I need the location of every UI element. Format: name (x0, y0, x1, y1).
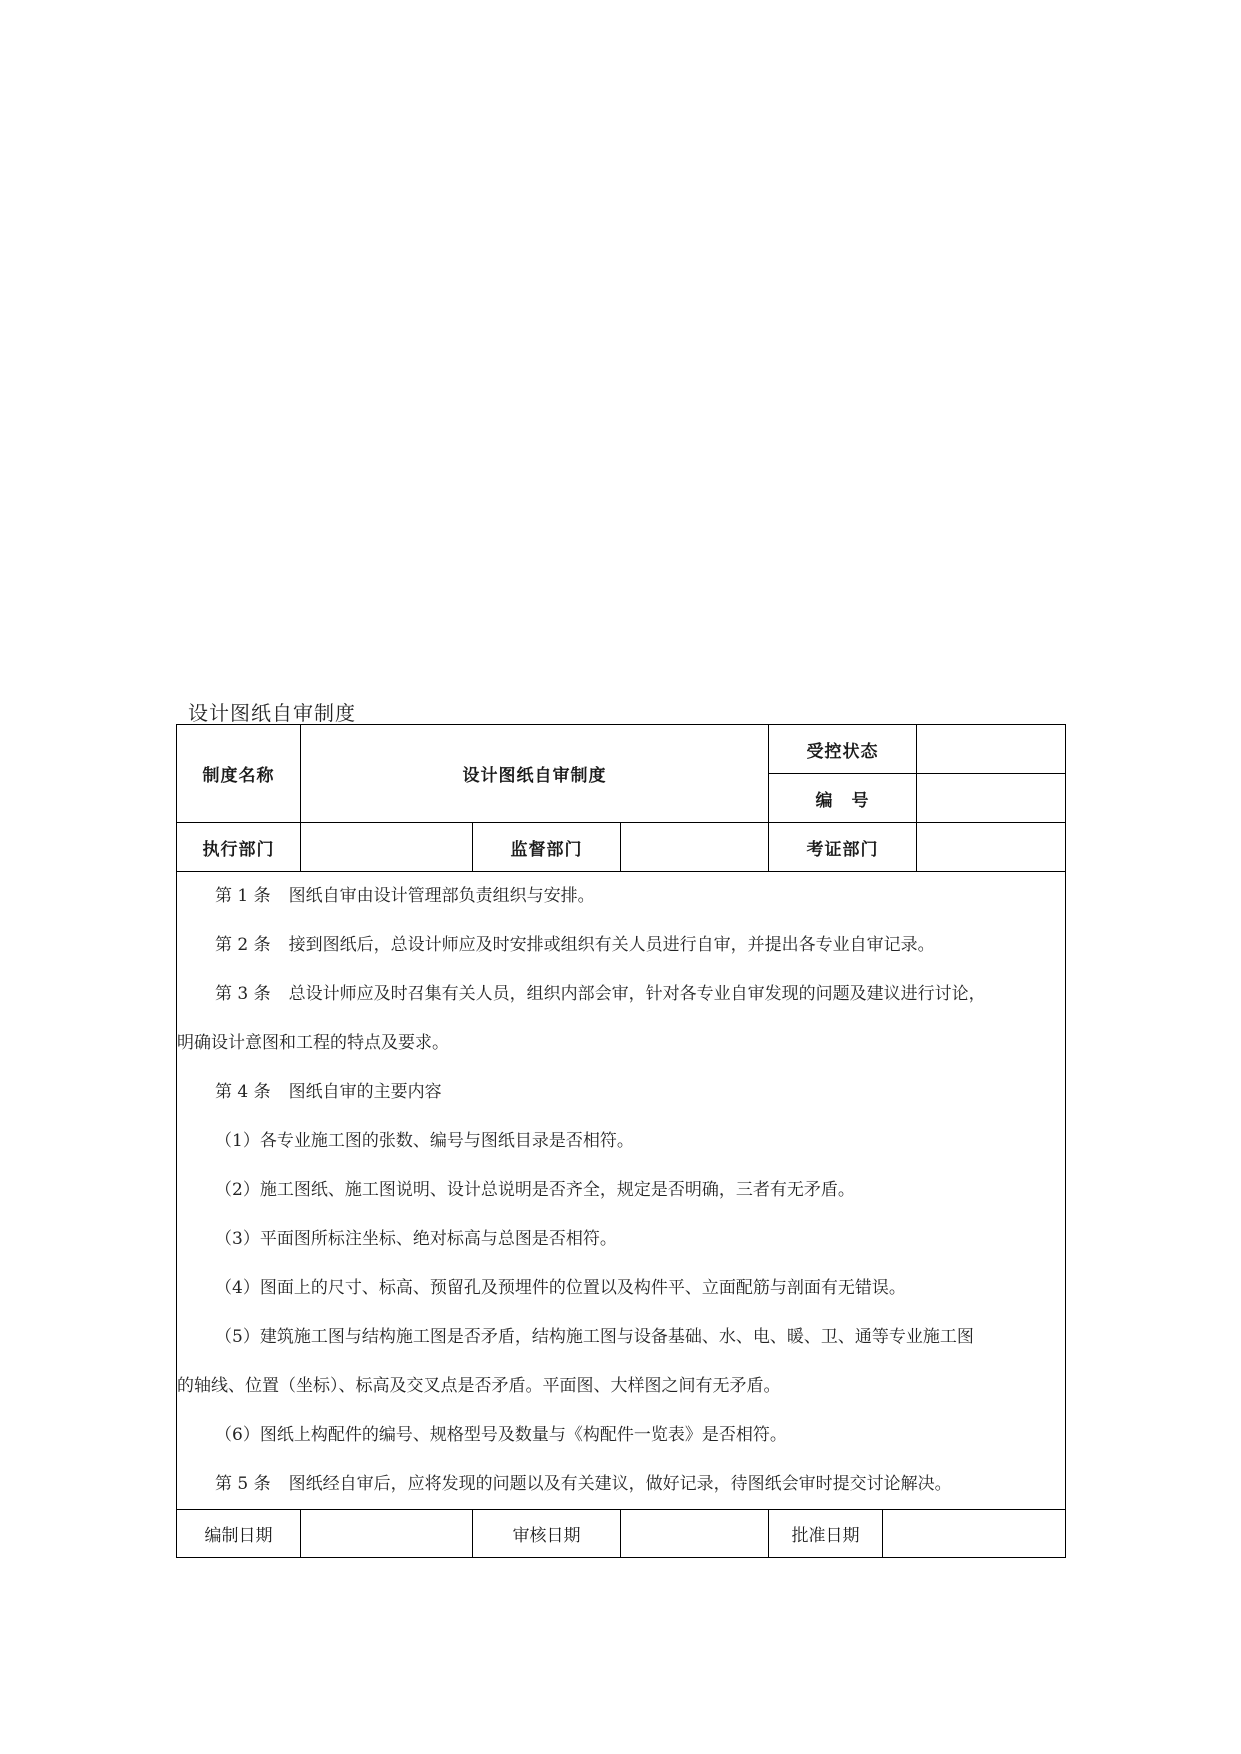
control-status-value (917, 725, 1066, 774)
article-5-text: 图纸经自审后，应将发现的问题以及有关建议，做好记录，待图纸会审时提交讨论解决。 (288, 1474, 952, 1494)
article-2 (177, 921, 1065, 970)
article-1-text: 图纸自审由设计管理部负责组织与安排。 (288, 886, 595, 906)
article-4-text: 图纸自审的主要内容 (288, 1082, 442, 1102)
system-name-value: 设计图纸自审制度 (301, 725, 769, 823)
article-1 (177, 872, 1065, 921)
department-row (177, 823, 1066, 872)
review-item-3: （3）平面图所标注坐标、绝对标高与总图是否相符。 (215, 1229, 617, 1249)
regulation-content (177, 872, 1066, 1510)
review-date-value (621, 1510, 769, 1558)
prepare-date-label: 编制日期 (177, 1510, 301, 1558)
review-date-label: 审核日期 (473, 1510, 621, 1558)
article-1-number: 第 1 条 (215, 886, 271, 906)
review-item-6: （6）图纸上构配件的编号、规格型号及数量与《构配件一览表》是否相符。 (215, 1425, 787, 1445)
content-row (177, 872, 1066, 1510)
article-5-number: 第 5 条 (215, 1474, 271, 1494)
number-label: 编 号 (769, 774, 917, 823)
system-name-label: 制度名称 (177, 725, 301, 823)
article-3-continued: 明确设计意图和工程的特点及要求。 (177, 1033, 449, 1053)
review-item-4: （4）图面上的尺寸、标高、预留孔及预埋件的位置以及构件平、立面配筋与剖面有无错误。 (215, 1278, 906, 1298)
approve-date-value (883, 1510, 1066, 1558)
exec-dept-label: 执行部门 (177, 823, 301, 872)
control-status-label: 受控状态 (769, 725, 917, 774)
regulation-form-table (176, 724, 1066, 1558)
prepare-date-value (301, 1510, 473, 1558)
review-item-5: （5）建筑施工图与结构施工图是否矛盾，结构施工图与设备基础、水、电、暖、卫、通等专业施工图 (215, 1327, 974, 1347)
evaluate-dept-value (917, 823, 1066, 872)
supervise-dept-value (621, 823, 769, 872)
review-item-1: （1）各专业施工图的张数、编号与图纸目录是否相符。 (215, 1131, 634, 1151)
footer-row (177, 1510, 1066, 1558)
exec-dept-value (301, 823, 473, 872)
document-title: 设计图纸自审制度 (188, 701, 356, 725)
approve-date-label: 批准日期 (769, 1510, 883, 1558)
review-item-2: （2）施工图纸、施工图说明、设计总说明是否齐全，规定是否明确，三者有无矛盾。 (215, 1180, 855, 1200)
article-3 (177, 970, 1065, 1019)
number-value (917, 774, 1066, 823)
supervise-dept-label: 监督部门 (473, 823, 621, 872)
article-4 (177, 1068, 1065, 1117)
article-3-number: 第 3 条 (215, 984, 271, 1004)
article-5 (177, 1460, 1065, 1509)
header-row-1 (177, 725, 1066, 774)
article-4-number: 第 4 条 (215, 1082, 271, 1102)
article-3-text: 总设计师应及时召集有关人员，组织内部会审，针对各专业自审发现的问题及建议进行讨论， (288, 984, 986, 1004)
evaluate-dept-label: 考证部门 (769, 823, 917, 872)
article-2-number: 第 2 条 (215, 935, 271, 955)
review-item-5-continued: 的轴线、位置（坐标）、标高及交叉点是否矛盾。平面图、大样图之间有无矛盾。 (177, 1376, 781, 1396)
article-2-text: 接到图纸后，总设计师应及时安排或组织有关人员进行自审，并提出各专业自审记录。 (288, 935, 935, 955)
